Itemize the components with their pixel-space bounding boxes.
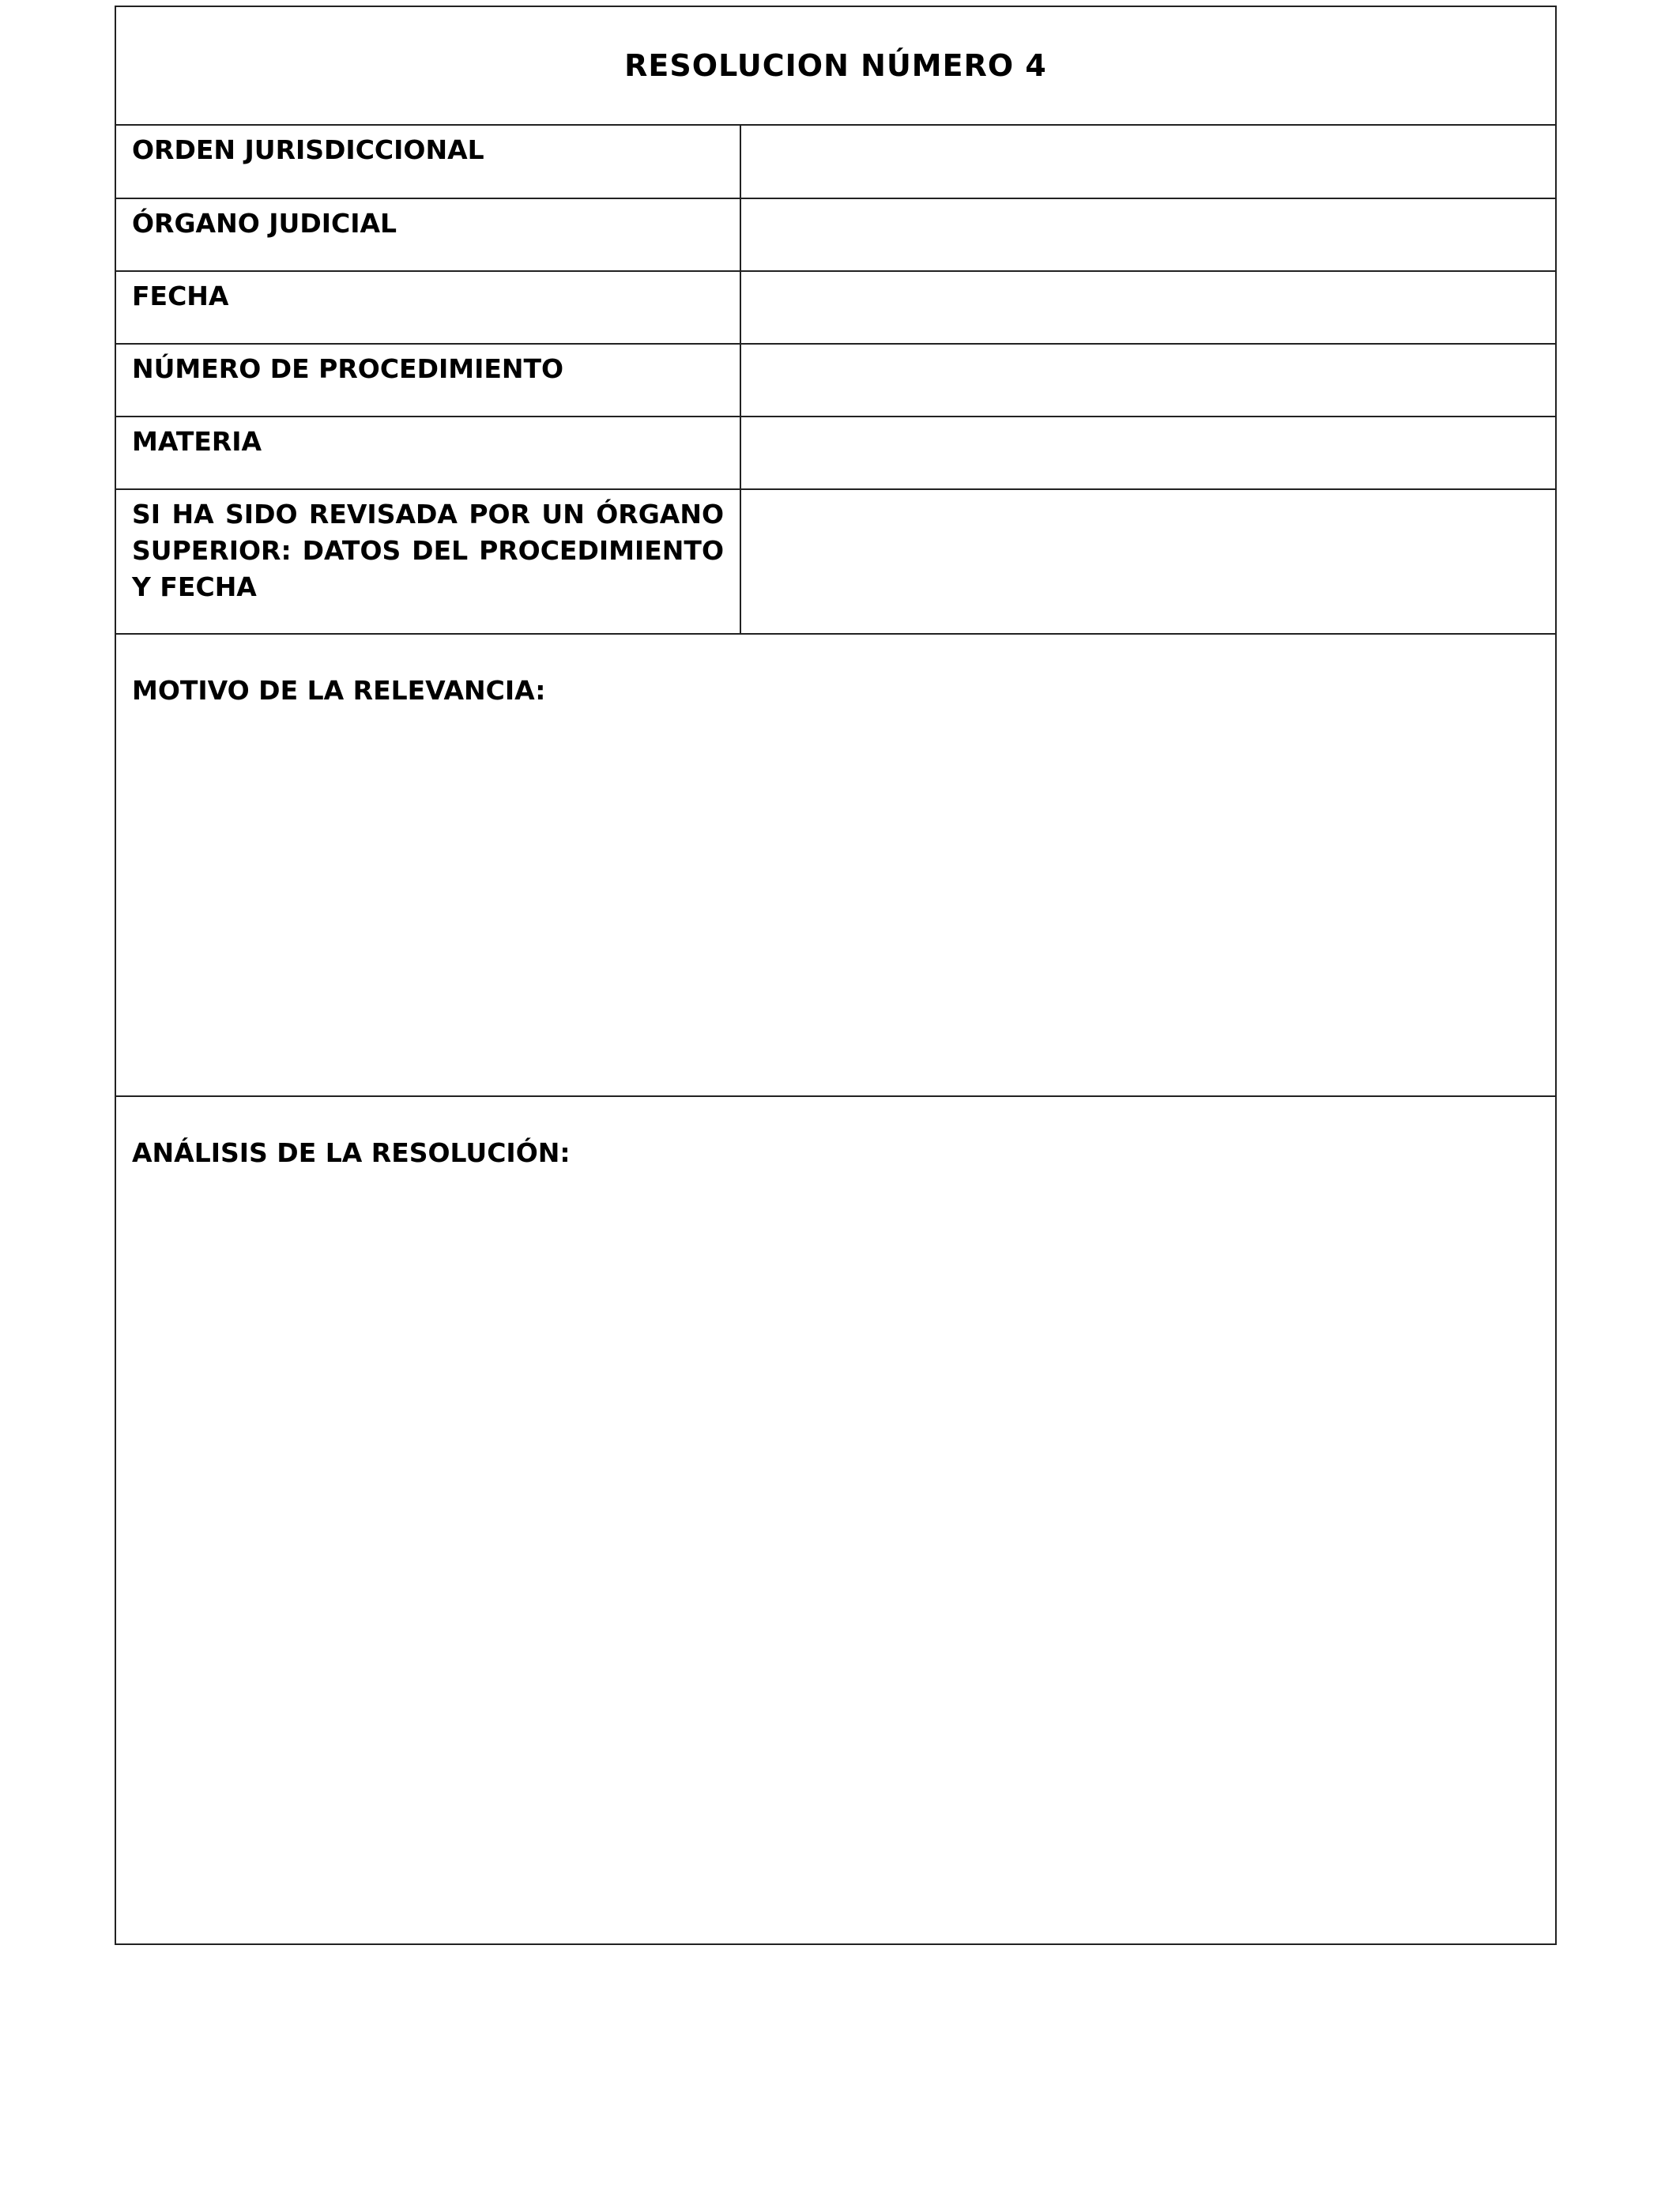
- revision-organo-superior-label: SI HA SIDO REVISADA POR UN ÓRGANO SUPERIOR: DATOS DEL PROCEDIMIENTO Y FECHA: [116, 490, 741, 633]
- analisis-label: ANÁLISIS DE LA RESOLUCIÓN:: [132, 1137, 571, 1168]
- analisis-section: [116, 1097, 1555, 1943]
- analisis-field[interactable]: [132, 1176, 1539, 1936]
- motivo-field[interactable]: [132, 714, 1539, 1088]
- row-numero-procedimiento: [116, 345, 1555, 417]
- materia-label: MATERIA: [116, 417, 741, 488]
- orden-jurisdiccional-field[interactable]: [741, 126, 1555, 198]
- revision-organo-superior-field[interactable]: [741, 490, 1555, 633]
- fecha-field[interactable]: [741, 272, 1555, 343]
- row-materia: [116, 417, 1555, 490]
- form-title: RESOLUCION NÚMERO 4: [624, 48, 1047, 83]
- orden-jurisdiccional-label: ORDEN JURISDICCIONAL: [116, 126, 741, 198]
- row-revision-organo-superior: [116, 490, 1555, 635]
- title-row: [116, 7, 1555, 126]
- row-organo-judicial: [116, 199, 1555, 272]
- motivo-label: MOTIVO DE LA RELEVANCIA:: [132, 675, 546, 706]
- resolution-form: [115, 6, 1557, 1945]
- row-orden-jurisdiccional: [116, 126, 1555, 199]
- materia-field[interactable]: [741, 417, 1555, 488]
- organo-judicial-field[interactable]: [741, 199, 1555, 270]
- fecha-label: FECHA: [116, 272, 741, 343]
- organo-judicial-label: ÓRGANO JUDICIAL: [116, 199, 741, 270]
- row-fecha: [116, 272, 1555, 345]
- numero-procedimiento-field[interactable]: [741, 345, 1555, 416]
- motivo-section: [116, 635, 1555, 1097]
- numero-procedimiento-label: NÚMERO DE PROCEDIMIENTO: [116, 345, 741, 416]
